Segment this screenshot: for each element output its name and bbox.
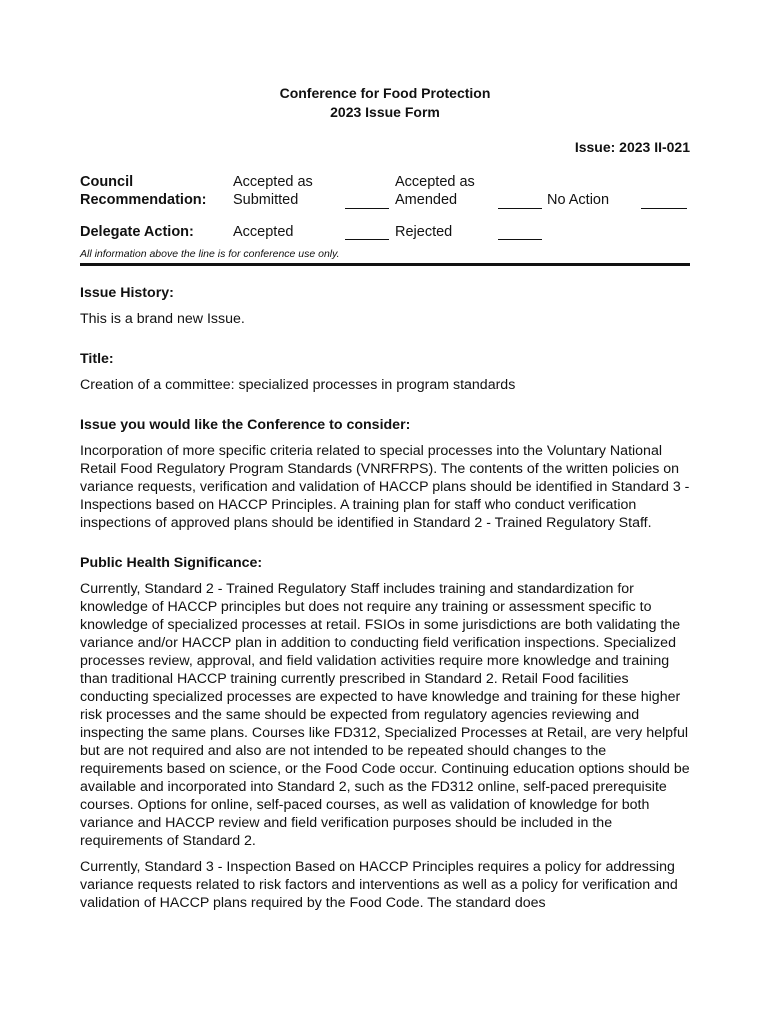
consider-heading: Issue you would like the Conference to consider: [80, 417, 411, 433]
no-action-option: No Action [547, 192, 610, 208]
public-health-significance-section [80, 554, 692, 912]
accepted-as-amended-option: Accepted as Amended [395, 174, 475, 208]
form-content [80, 284, 692, 934]
delegate-label: Delegate Action: [80, 224, 194, 240]
amended-blank-line[interactable] [498, 208, 542, 209]
title-text: Creation of a committee: specialized processes in program standards [80, 377, 516, 393]
conference-use-note: All information above the line is for conference use only. [80, 248, 340, 260]
title-heading: Title: [80, 351, 114, 367]
significance-paragraph-1: Currently, Standard 2 - Trained Regulatory Staff includes training and standardization for knowledge of HACCP principles but does not require any training or assessment specific to knowledge of specialized processes at retail. FSIOs in some jurisdictions are both validating the variance and/or HACCP plan in addition to conducting field verification inspections. Specialized processes review, approval, and field validation activities require more knowledge and training than traditional HACCP training currently prescribed in Standard 2. Retail Food facilities conducting specialized processes are expected to have knowledge and training for these higher risk processes and the same should be expected from regulatory agencies reviewing and inspecting the same plans. Courses like FD312, Specialized Processes at Retail, are very helpful but are not required and also are not intended to be repeated should changes to the requirements based on science, or the Food Code occur. Continuing education options should be available and incorporated into Standard 2, such as the FD312 online, self-paced prerequisite courses. Options for online, self-paced courses, as well as validation of knowledge for both variance and HACCP review and field verification purposes should be included in the requirements of Standard 2. [80, 581, 690, 849]
council-label: Council Recommendation: [80, 174, 207, 208]
issue-history-heading: Issue History: [80, 285, 174, 301]
delegate-action-row [80, 223, 690, 243]
delegate-rejected-blank-line[interactable] [498, 239, 542, 240]
divider-line [80, 263, 690, 266]
form-header [80, 84, 690, 122]
submitted-blank-line[interactable] [345, 208, 389, 209]
delegate-rejected-option: Rejected [395, 224, 453, 240]
council-recommendation-row [80, 173, 690, 213]
significance-paragraph-2: Currently, Standard 3 - Inspection Based on HACCP Principles requires a policy for addressing variance requests related to risk factors and interventions as well as a policy for verification and validation of HACCP plans required by the Food Code. The standard does [80, 859, 678, 911]
significance-heading: Public Health Significance: [80, 555, 263, 571]
consider-text: Incorporation of more specific criteria related to special processes into the Voluntary National Retail Food Regulatory Program Standards (VNRFRPS). The contents of the written policies on variance requests, verification and validation of HACCP plans should be identified in Standard 3 - Inspections based on HACCP Principles. A training plan for staff who conduct verification inspections of approved plans should be identified in Standard 2 - Trained Regulatory Staff. [80, 443, 690, 531]
conference-title: Conference for Food Protection [279, 85, 491, 101]
accepted-as-submitted-option: Accepted as Submitted [233, 174, 313, 208]
issue-history-text: This is a brand new Issue. [80, 311, 245, 327]
issue-number: Issue: 2023 II-021 [574, 139, 690, 155]
issue-history-section [80, 284, 692, 328]
delegate-accepted-blank-line[interactable] [345, 239, 389, 240]
title-section [80, 350, 692, 394]
form-year-title: 2023 Issue Form [330, 104, 440, 120]
delegate-accepted-option: Accepted [233, 224, 294, 240]
consider-section [80, 416, 692, 532]
no-action-blank-line[interactable] [641, 208, 687, 209]
